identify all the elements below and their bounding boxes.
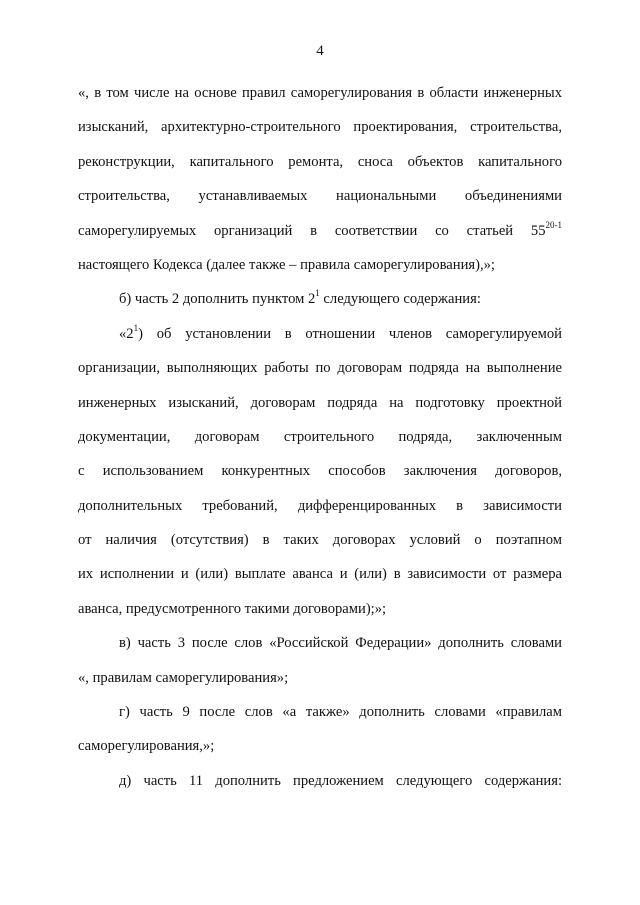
text-line-content: дополнительных требований, дифференцированных в зависимости: [78, 497, 562, 514]
superscript: 1: [315, 288, 320, 299]
text-line-content: д) часть 11 дополнить предложением следующего содержания:: [119, 772, 562, 789]
text-line-content: в) часть 3 после слов «Российской Федерации» дополнить словами: [119, 635, 562, 652]
text-line: [78, 110, 562, 144]
text-line-content: «, в том числе на основе правил саморегулирования в области инженерных: [78, 85, 562, 101]
text-line-content: от наличия (отсутствия) в таких договорах условий о поэтапном: [78, 532, 562, 549]
text-line: [78, 729, 562, 763]
text-line-content: изысканий, архитектурно-строительного проектирования, строительства,: [78, 119, 562, 136]
text-line: [78, 489, 562, 523]
text-line-content: саморегулируемых организаций в соответствии со статьей 55: [78, 222, 546, 239]
text-line: [78, 557, 562, 591]
text-line-content: «2: [119, 325, 134, 342]
text-line-continuation: следующего содержания:: [319, 291, 481, 308]
text-line-content: документации, договорам строительного подряда, заключенным: [78, 428, 562, 445]
text-line-content: «, правилам саморегулирования»;: [78, 669, 289, 686]
text-line: [78, 386, 562, 420]
text-line-content: настоящего Кодекса (далее также – правила саморегулирования),»;: [78, 256, 495, 273]
text-line: [78, 626, 562, 660]
text-line-content: инженерных изысканий, договорам подряда на подготовку проектной: [78, 394, 562, 411]
text-line-content: с использованием конкурентных способов заключения договоров,: [78, 463, 562, 480]
text-line-content: г) часть 9 после слов «а также» дополнить словами «правилам: [119, 704, 562, 721]
text-line-content: аванса, предусмотренного такими договорами);»;: [78, 600, 387, 617]
text-line: [78, 351, 562, 385]
text-line-content: б) часть 2 дополнить пунктом 2: [119, 291, 316, 308]
body-text: [78, 76, 562, 798]
text-line: [78, 145, 562, 179]
text-line-content: саморегулирования,»;: [78, 738, 215, 755]
text-line: [78, 214, 562, 248]
text-line-continuation: ) об установлении в отношении членов саморегулируемой: [138, 325, 562, 342]
text-line: [78, 179, 562, 213]
text-line: [78, 420, 562, 454]
text-line: [78, 454, 562, 488]
text-line: [78, 592, 562, 626]
superscript: 1: [133, 322, 139, 333]
text-line: [78, 248, 562, 282]
text-line-content: организации, выполняющих работы по договорам подряда на выполнение: [78, 360, 562, 377]
text-line-content: их исполнении и (или) выплате аванса и (или) в зависимости от размера: [78, 566, 562, 583]
text-line: [78, 282, 562, 316]
page-number: 4: [316, 43, 324, 59]
text-line-content: строительства, устанавливаемых национальными объединениями: [78, 188, 562, 205]
text-line: [78, 76, 562, 110]
text-line: [78, 695, 562, 729]
text-line: [78, 523, 562, 557]
text-line: [78, 317, 562, 351]
text-line: [78, 764, 562, 798]
superscript: 20-1: [545, 219, 562, 230]
text-line: [78, 661, 562, 695]
text-line-content: реконструкции, капитального ремонта, сноса объектов капитального: [78, 153, 562, 170]
